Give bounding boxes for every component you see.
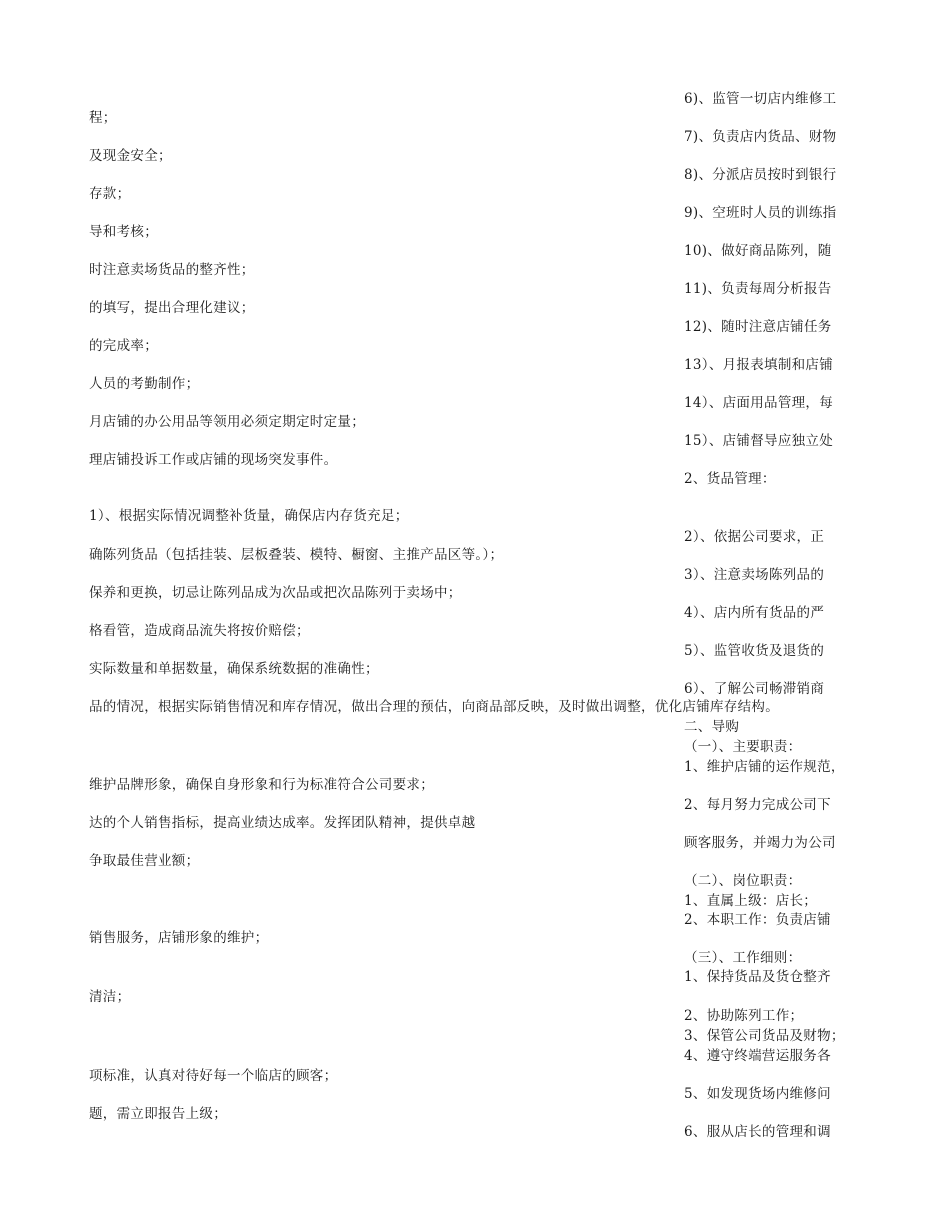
right-line-10: 15）、店铺督导应独立处 bbox=[684, 433, 834, 449]
right-line-26: 1、保持货品及货仓整齐 bbox=[684, 969, 831, 985]
right-line-6: 11)、负责每周分析报告 bbox=[684, 281, 832, 297]
right-line-9: 14）、店面用品管理，每 bbox=[684, 395, 834, 411]
right-line-21: 顾客服务，并竭力为公司 bbox=[684, 835, 836, 851]
right-line-28: 3、保管公司货品及财物； bbox=[684, 1028, 845, 1044]
left-line-22: 项标准，认真对待好每一个临店的顾客； bbox=[89, 1068, 338, 1084]
left-line-16: 品的情况，根据实际销售情况和库存情况，做出合理的预估，向商品部反映，及时做出调整，优化店铺库存结构。 bbox=[89, 699, 779, 715]
left-line-18: 达的个人销售指标，提高业绩达成率。发挥团队精神，提供卓越 bbox=[89, 815, 476, 831]
right-line-11: 2、货品管理： bbox=[684, 471, 776, 487]
left-line-8: 人员的考勤制作； bbox=[89, 376, 200, 392]
right-line-5: 10)、做好商品陈列，随 bbox=[684, 243, 832, 259]
left-line-2: 及现金安全； bbox=[89, 148, 172, 164]
left-line-12: 确陈列货品（包括挂装、层板叠装、模特、橱窗、主推产品区等。）； bbox=[89, 547, 504, 563]
left-line-21: 清洁； bbox=[89, 989, 131, 1005]
left-line-20: 销售服务，店铺形象的维护； bbox=[89, 930, 269, 946]
left-line-11: 1）、根据实际情况调整补货量，确保店内存货充足； bbox=[89, 508, 409, 524]
right-line-24: 2、本职工作：负责店铺 bbox=[684, 912, 831, 928]
right-line-27: 2、协助陈列工作； bbox=[684, 1008, 804, 1024]
right-line-20: 2、每月努力完成公司下 bbox=[684, 797, 831, 813]
right-line-12: 2）、依据公司要求，正 bbox=[684, 529, 825, 545]
left-line-4: 导和考核； bbox=[89, 224, 158, 240]
left-line-17: 维护品牌形象，确保自身形象和行为标准符合公司要求； bbox=[89, 777, 434, 793]
left-line-15: 实际数量和单据数量，确保系统数据的准确性； bbox=[89, 661, 379, 677]
right-line-23: 1、直属上级：店长； bbox=[684, 893, 818, 909]
right-line-29: 4、遵守终端营运服务各 bbox=[684, 1048, 831, 1064]
right-line-1: 6)、监管一切店内维修工 bbox=[684, 91, 837, 107]
left-line-14: 格看管，造成商品流失将按价赔偿； bbox=[89, 623, 310, 639]
right-line-17: 二、导购 bbox=[684, 719, 740, 735]
left-line-7: 的完成率； bbox=[89, 338, 158, 354]
right-line-31: 6、服从店长的管理和调 bbox=[684, 1124, 831, 1140]
left-line-3: 存款； bbox=[89, 186, 131, 202]
left-line-23: 题，需立即报告上级； bbox=[89, 1106, 227, 1122]
right-line-13: 3）、注意卖场陈列品的 bbox=[684, 567, 825, 583]
right-line-16: 6）、了解公司畅滞销商 bbox=[684, 681, 825, 697]
right-line-30: 5、如发现货场内维修问 bbox=[684, 1086, 831, 1102]
right-line-4: 9)、空班时人员的训练指 bbox=[684, 205, 837, 221]
left-line-10: 理店铺投诉工作或店铺的现场突发事件。 bbox=[89, 452, 338, 468]
right-line-7: 12)、随时注意店铺任务 bbox=[684, 319, 832, 335]
right-line-22: （二）、岗位职责： bbox=[684, 873, 802, 889]
right-line-19: 1、维护店铺的运作规范， bbox=[684, 759, 845, 775]
right-line-25: （三）、工作细则： bbox=[684, 950, 802, 966]
left-line-6: 的填写，提出合理化建议； bbox=[89, 300, 255, 316]
right-line-3: 8)、分派店员按时到银行 bbox=[684, 167, 837, 183]
left-line-1: 程； bbox=[89, 110, 117, 126]
right-line-8: 13）、月报表填制和店铺 bbox=[684, 357, 834, 373]
right-line-2: 7)、负责店内货品、财物 bbox=[684, 129, 837, 145]
right-line-15: 5）、监管收货及退货的 bbox=[684, 643, 825, 659]
right-line-18: （一）、主要职责： bbox=[684, 739, 802, 755]
left-line-19: 争取最佳营业额； bbox=[89, 853, 200, 869]
left-line-13: 保养和更换，切忌让陈列品成为次品或把次品陈列于卖场中； bbox=[89, 585, 462, 601]
left-line-9: 月店铺的办公用品等领用必须定期定时定量； bbox=[89, 414, 365, 430]
right-line-14: 4）、店内所有货品的严 bbox=[684, 605, 825, 621]
left-line-5: 时注意卖场货品的整齐性； bbox=[89, 262, 255, 278]
